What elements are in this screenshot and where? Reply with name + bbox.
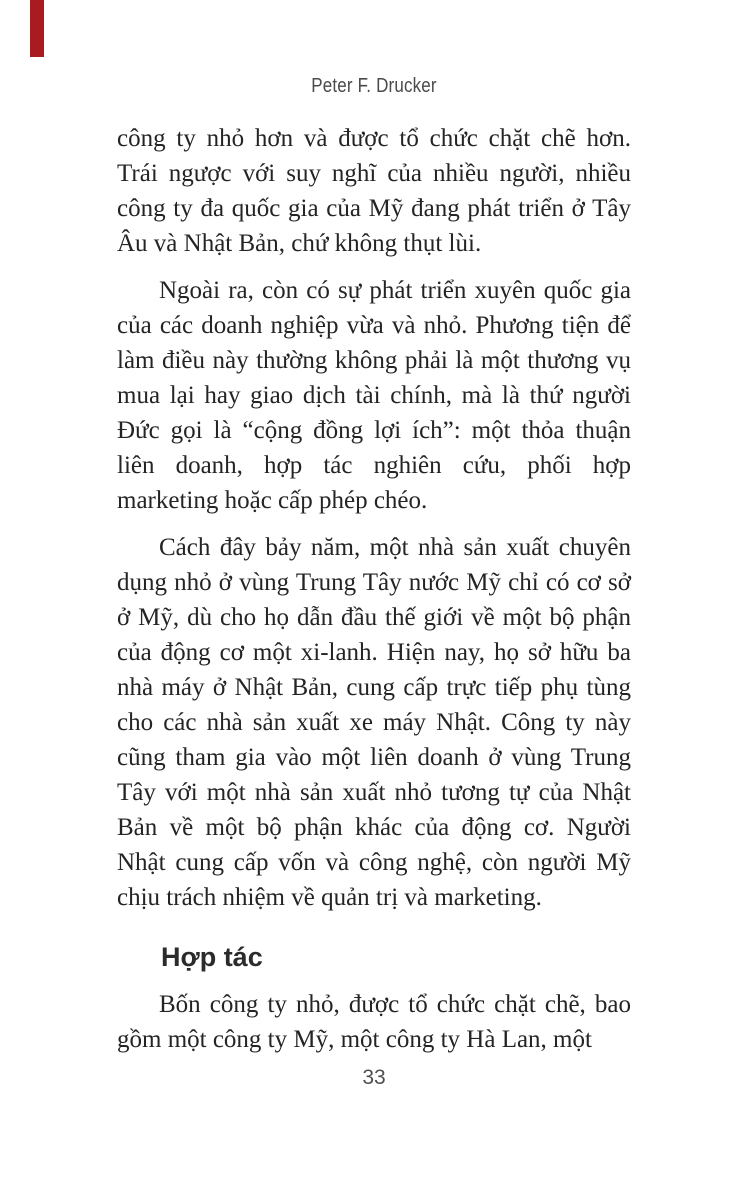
running-header: Peter F. Drucker (311, 75, 437, 97)
bookmark-ribbon-icon (30, 0, 44, 57)
paragraph: Ngoài ra, còn có sự phát triển xuyên quốc gia của các doanh nghiệp vừa và nhỏ. Phương tiện để làm điều này thường không phải là một thương vụ mua lại hay giao dịch tài chính, mà là thứ người Đức gọi là “cộng đồng lợi ích”: một thỏa thuận liên doanh, hợp tác nghiên cứu, phối hợp marketing hoặc cấp phép chéo. (117, 277, 631, 514)
paragraph: Bốn công ty nhỏ, được tổ chức chặt chẽ, bao gồm một công ty Mỹ, một công ty Hà Lan, một (117, 991, 631, 1053)
paragraph: Cách đây bảy năm, một nhà sản xuất chuyên dụng nhỏ ở vùng Trung Tây nước Mỹ chỉ có cơ sở ở Mỹ, dù cho họ dẫn đầu thế giới về một bộ phận của động cơ một xi-lanh. Hiện nay, họ sở hữu ba nhà máy ở Nhật Bản, cung cấp trực tiếp phụ tùng cho các nhà sản xuất xe máy Nhật. Công ty này cũng tham gia vào một liên doanh ở vùng Trung Tây với một nhà sản xuất nhỏ tương tự của Nhật Bản về một bộ phận khác của động cơ. Người Nhật cung cấp vốn và công nghệ, còn người Mỹ chịu trách nhiệm về quản trị và marketing. (117, 534, 631, 911)
section-heading: Hợp tác (161, 942, 263, 972)
page-content (117, 121, 631, 1069)
paragraph: công ty nhỏ hơn và được tổ chức chặt chẽ hơn. Trái ngược với suy nghĩ của nhiều người, nhiều công ty đa quốc gia của Mỹ đang phát triển ở Tây Âu và Nhật Bản, chứ không thụt lùi. (117, 125, 631, 257)
page-number: 33 (362, 1066, 386, 1089)
